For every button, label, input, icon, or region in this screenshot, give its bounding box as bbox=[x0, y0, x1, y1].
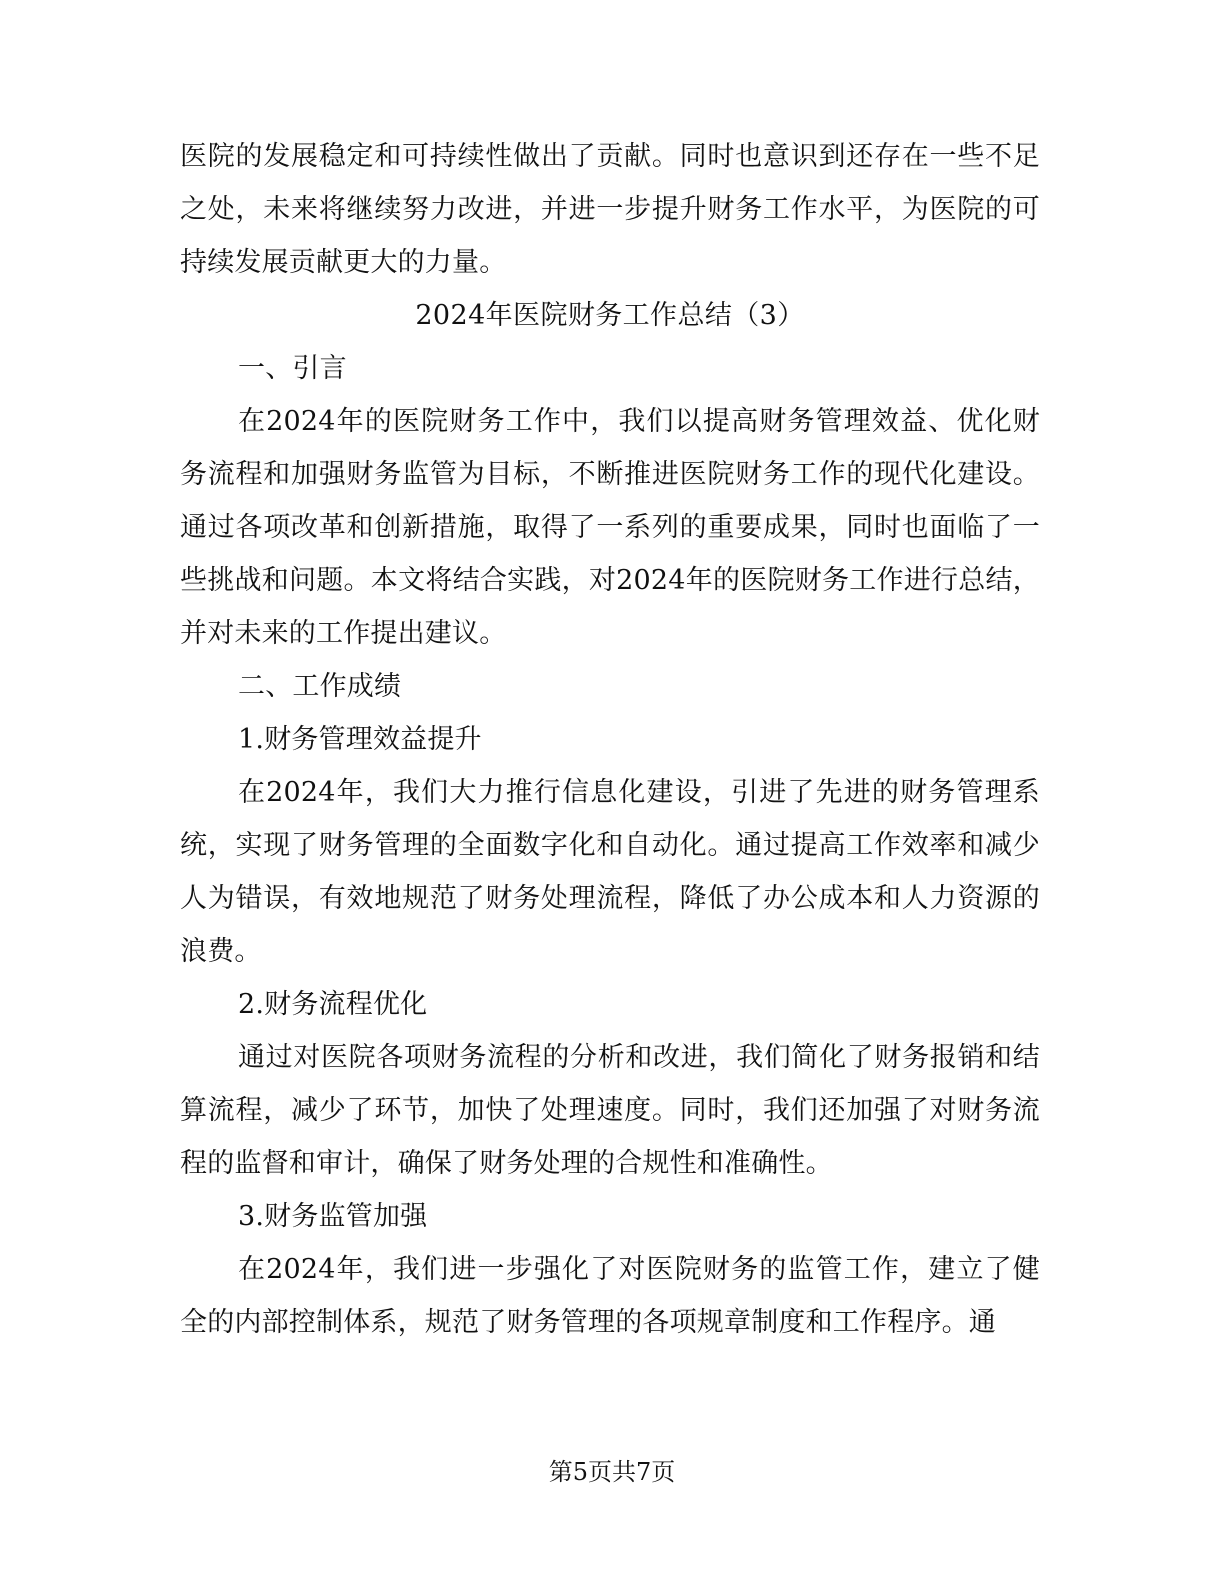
paragraph-process: 通过对医院各项财务流程的分析和改进，我们简化了财务报销和结算流程，减少了环节，加快了处理速度。同时，我们还加强了对财务流程的监督和审计，确保了财务处理的合规性和准确性。 bbox=[180, 1042, 1040, 1179]
heading-achievements: 二、工作成绩 bbox=[238, 671, 402, 702]
paragraph-supervision: 在2024年，我们进一步强化了对医院财务的监管工作，建立了健全的内部控制体系，规范了财务管理的各项规章制度和工作程序。通 bbox=[180, 1254, 1040, 1338]
page-number: 第5页共7页 bbox=[548, 1458, 676, 1486]
subheading-supervision: 3.财务监管加强 bbox=[238, 1201, 428, 1232]
heading-introduction: 一、引言 bbox=[238, 353, 347, 384]
paragraph-efficiency: 在2024年，我们大力推行信息化建设，引进了先进的财务管理系统，实现了财务管理的全面数字化和自动化。通过提高工作效率和减少人为错误，有效地规范了财务处理流程，降低了办公成本和人力资源的浪费。 bbox=[180, 777, 1040, 967]
section-title: 2024年医院财务工作总结（3） bbox=[415, 300, 805, 331]
document-body bbox=[180, 130, 1040, 1349]
subheading-efficiency: 1.财务管理效益提升 bbox=[238, 724, 482, 755]
paragraph-introduction: 在2024年的医院财务工作中，我们以提高财务管理效益、优化财务流程和加强财务监管为目标，不断推进医院财务工作的现代化建设。通过各项改革和创新措施，取得了一系列的重要成果，同时也面临了一些挑战和问题。本文将结合实践，对2024年的医院财务工作进行总结，并对未来的工作提出建议。 bbox=[180, 406, 1040, 649]
paragraph-continued: 医院的发展稳定和可持续性做出了贡献。同时也意识到还存在一些不足之处，未来将继续努力改进，并进一步提升财务工作水平，为医院的可持续发展贡献更大的力量。 bbox=[180, 141, 1040, 278]
subheading-process: 2.财务流程优化 bbox=[238, 989, 428, 1020]
